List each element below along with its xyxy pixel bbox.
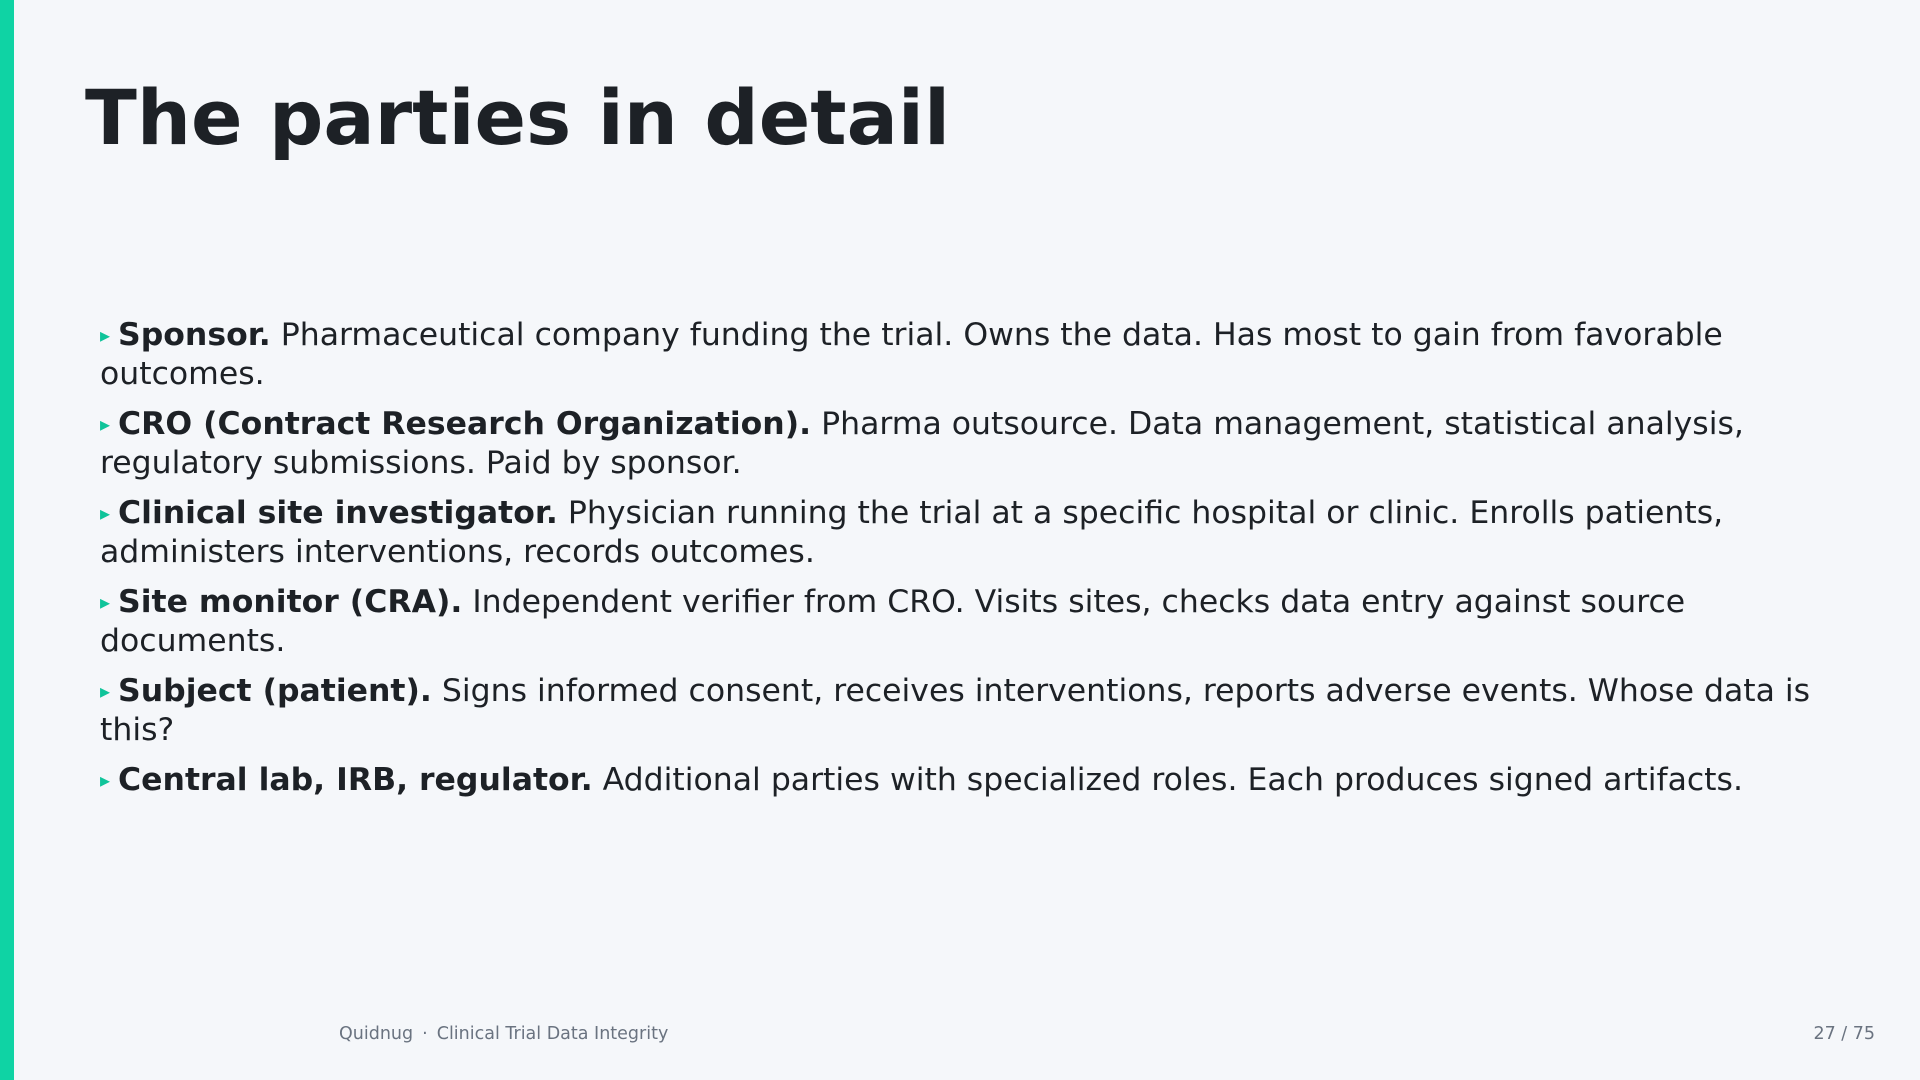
slide-title: The parties in detail	[85, 73, 951, 162]
bullet-text: Additional parties with specialized roles. Each produces signed artifacts.	[592, 762, 1743, 798]
bullet-item	[100, 583, 1820, 660]
bullet-text: Independent verifier from CRO. Visits sites, checks data entry against source documents.	[100, 584, 1686, 659]
bullet-item	[100, 405, 1820, 482]
bullet-term: Site monitor (CRA).	[118, 584, 463, 620]
bullet-item	[100, 761, 1820, 800]
bullet-item	[100, 316, 1820, 393]
bullet-marker-icon: ▸	[100, 501, 111, 525]
bullet-marker-icon: ▸	[100, 768, 111, 792]
bullet-term: Central lab, IRB, regulator.	[118, 762, 593, 798]
page-number: 27 / 75	[1813, 1024, 1875, 1044]
bullet-term: Subject (patient).	[118, 673, 432, 709]
bullet-text: Physician running the trial at a specific hospital or clinic. Enrolls patients, administers interventions, records outcomes.	[100, 495, 1724, 570]
bullet-term: Clinical site investigator.	[118, 495, 558, 531]
bullet-term: CRO (Contract Research Organization).	[118, 406, 812, 442]
bullet-marker-icon: ▸	[100, 323, 111, 347]
footer-deck-title: Clinical Trial Data Integrity	[436, 1024, 669, 1044]
accent-bar	[0, 0, 14, 1080]
bullet-list	[100, 316, 1820, 812]
bullet-text: Pharmaceutical company funding the trial. Owns the data. Has most to gain from favorable outcomes.	[100, 317, 1723, 392]
bullet-marker-icon: ▸	[100, 679, 111, 703]
bullet-text: Pharma outsource. Data management, statistical analysis, regulatory submissions. Paid by sponsor.	[100, 406, 1744, 481]
footer-deck-info	[339, 1024, 668, 1044]
bullet-item	[100, 494, 1820, 571]
bullet-marker-icon: ▸	[100, 412, 111, 436]
bullet-marker-icon: ▸	[100, 590, 111, 614]
footer-separator: ·	[422, 1024, 428, 1044]
bullet-term: Sponsor.	[118, 317, 271, 353]
bullet-item	[100, 672, 1820, 749]
bullet-text: Signs informed consent, receives interventions, reports adverse events. Whose data is this?	[100, 673, 1811, 748]
footer-brand: Quidnug	[339, 1024, 414, 1044]
